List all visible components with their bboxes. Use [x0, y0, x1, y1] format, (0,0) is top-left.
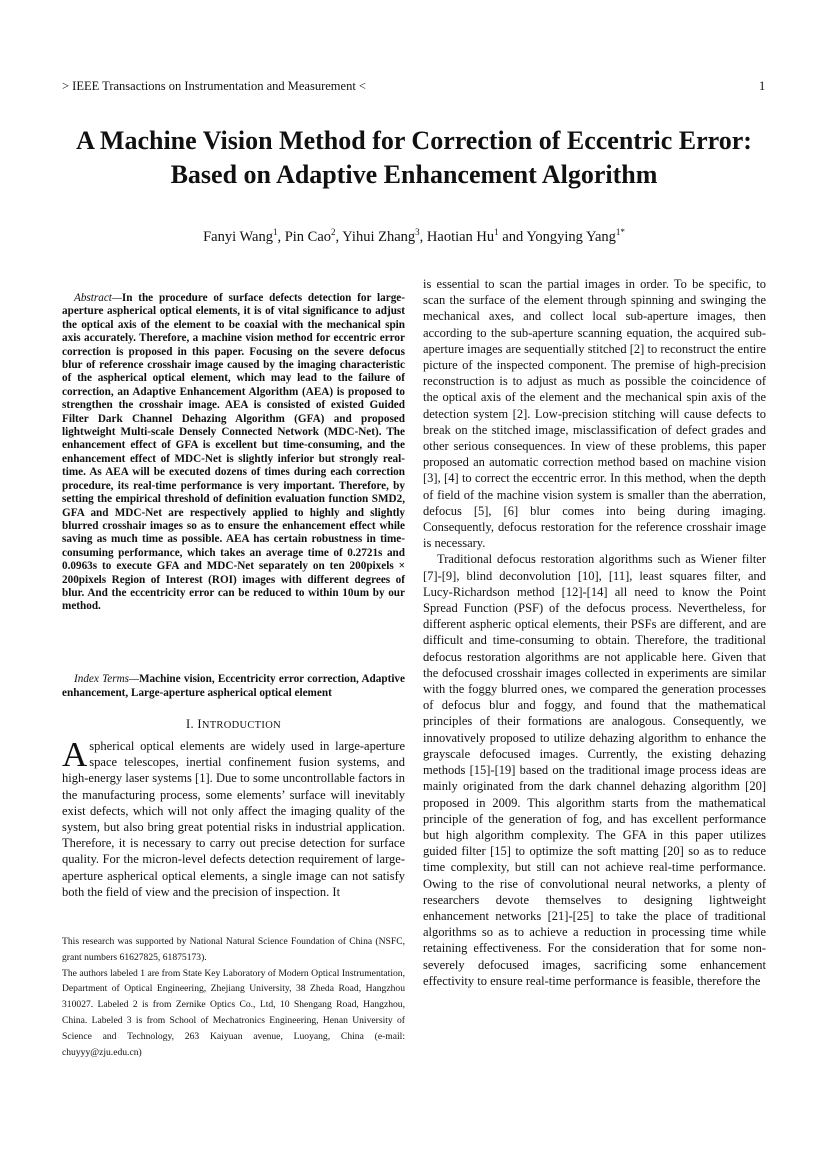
footnote-affiliations: The authors labeled 1 are from State Key Laboratory of Modern Optical Instrumentation, Department of Optical Engineering, Zhejiang University, 38 Zheda Road, Hangzhou 310027. Labeled 2 is from Zernike Optics Co., Ltd, 10 Shengang Road, Hangzhou, China. Labeled 3 is from School of Mechatronics Engineering, Henan University of Science and Technology, 263 Kaiyuan avenue, Luoyang, China (e-mail: chuyyy@zju.edu.cn)	[62, 967, 405, 1058]
index-terms-lead: Index Terms—	[74, 673, 139, 685]
index-terms	[62, 673, 405, 700]
author-affiliation-mark: 2	[331, 227, 336, 237]
author-affiliation-mark: 3	[415, 227, 420, 237]
author-separator: ,	[419, 228, 427, 245]
section-heading	[62, 717, 405, 732]
section-title-initial: I	[197, 717, 202, 731]
body-paragraph: Traditional defocus restoration algorithms such as Wiener filter [7]-[9], blind deconvolution [10], [11], least squares filter, and Lucy-Richardson method [12]-[14] all need to know the Point Spread Function (PSF) of the defocus process. Nevertheless, for different aspheric optical elements, their PSFs are different, and are difficult and time-consuming to obtain. Therefore, the traditional defocus restoration algorithms are not applicable here. Given that the defocused crosshair images collected in experiments are similar with the foggy blurred ones, we compared the generation processes of defocus blur and foggy, and found that the mathematical principles of their formations are analogous. Consequently, we innovatively proposed to utilize dehazing algorithm to enhance the grayscale defocused images. Currently, the existing dehazing methods [15]-[19] based on the traditional image process ideas are mainly originated from the dark channel dehazing algorithm [20] proposed in 2009. This algorithm starts from the mathematical principle of the generation of fog, and has excellent performance but high algorithm complexity. The GFA in this paper utilizes guided filter [15] to optimize the soft matting [20] so as to reduce time complexity, but still can not achieve real-time performance. Owing to the rise of convolutional neural networks, a plenty of researchers devote themselves to designing lightweight enhancement networks [21]-[25] to take the place of traditional algorithms so as to achieve a reduction in processing time while retaining effectiveness. For the consideration that for some non-severely defocused images, sacrificing some enhancement effectivity to ensure real-time performance is feasible, therefore the	[423, 552, 766, 988]
introduction-body: spherical optical elements are widely used in large-aperture space telescopes, inertial confinement fusion systems, and high-energy laser systems [1]. Due to some uncontrollable factors in the manufacturing process, some elements’ surface will inevitably exist defects, which will not only affect the imaging quality of the system, but also bring great potential risks in industrial application. Therefore, it is necessary to carry out precise detection for surface quality. For the micron-level defects detection requirement of large-aperture aspherical optical elements, a single image can not satisfy both the field of view and the precision of inspection. It	[62, 739, 405, 899]
page-number: 1	[759, 79, 766, 93]
section-numeral: I.	[186, 717, 198, 731]
author-name: Yihui Zhang	[342, 228, 416, 245]
author-name: Haotian Hu	[426, 228, 495, 245]
author-name: Pin Cao	[284, 228, 332, 245]
abstract	[62, 292, 405, 614]
author-separator: ,	[277, 228, 285, 245]
author-list	[40, 227, 788, 246]
author-affiliation-mark: 1*	[615, 227, 625, 237]
introduction-paragraph	[62, 735, 405, 900]
footnote	[62, 934, 405, 1060]
paper-title: A Machine Vision Method for Correction of Eccentric Error: Based on Adaptive Enhancement Algorithm	[76, 126, 752, 189]
author-name: Yongying Yang	[526, 228, 616, 245]
index-terms-body: Machine vision, Eccentricity error correction, Adaptive enhancement, Large-aperture aspherical optical element	[62, 673, 405, 699]
author-affiliation-mark: 1	[494, 227, 499, 237]
right-column	[423, 276, 766, 989]
body-paragraph: is essential to scan the partial images in order. To be specific, to scan the surface of the element through spinning and swinging the mechanical axes, and collect local sub-aperture images, then according to the sub-aperture scanning equation, the acquired sub-aperture images are sequentially stitched [2] to reconstruct the entire picture of the inspected component. The premise of high-precision reconstruction is to adjust as much as possible the coincidence of the optical axis of the element and the mechanical spin axis of the detection system [2]. Low-precision stitching will cause defects to break on the stitched image, misclassification of defect grades and other serious consequences. In view of these problems, this paper proposed an automatic correction method based on machine vision [3], [4] to correct the eccentric error. In this method, when the depth of field of the machine vision system is smaller than the aberration, defocus [5], [6] blur comes into being during imaging. Consequently, defocus restoration for the reference crosshair image is necessary.	[423, 277, 766, 551]
drop-cap: A	[62, 735, 88, 774]
abstract-lead: Abstract—	[74, 292, 122, 304]
footnote-funding: This research was supported by National Natural Science Foundation of China (NSFC, grant numbers 61627825, 61875173).	[62, 936, 405, 963]
author-separator: ,	[335, 228, 343, 245]
section-title-rest: NTRODUCTION	[201, 720, 281, 731]
author-affiliation-mark: 1	[272, 227, 278, 237]
author-name: Fanyi Wang	[203, 228, 273, 245]
running-header: > IEEE Transactions on Instrumentation and Measurement <	[62, 79, 366, 93]
abstract-body: In the procedure of surface defects detection for large-aperture aspherical optical elements, it is of vital significance to adjust the optical axis of the element to be coaxial with the mechanical spin axis accurately. Therefore, a machine vision method for eccentric error correction is proposed in this paper. Focusing on the severe defocus blur of reference crosshair image caused by the imaging characteristic of the aspherical optical element, which may lead to the failure of correction, an Adaptive Enhancement Algorithm (AEA) is proposed to strengthen the crosshair image. AEA is consisted of existed Guided Filter Dark Channel Dehazing Algorithm (GFA) and proposed lightweight Multi-scale Densely Connected Network (MDC-Net). The enhancement effect of GFA is excellent but time-consuming, and the enhancement effect of MDC-Net is slightly inferior but strongly real-time. As AEA will be executed dozens of times during each correction procedure, its real-time performance is very important. Therefore, by setting the empirical threshold of definition evaluation function SMD2, GFA and MDC-Net are respectively applied to highly and slightly blurred crosshair images so as to ensure the enhancement effect while saving as much time as possible. AEA has certain robustness in time-consuming performance, which takes an average time of 0.2721s and 0.0963s to execute GFA and MDC-Net separately on ten 200pixels × 200pixels Region of Interest (ROI) images with different degrees of blur. And the eccentricity error can be reduced to within 10um by our method.	[62, 292, 405, 613]
author-separator: and	[498, 228, 527, 245]
